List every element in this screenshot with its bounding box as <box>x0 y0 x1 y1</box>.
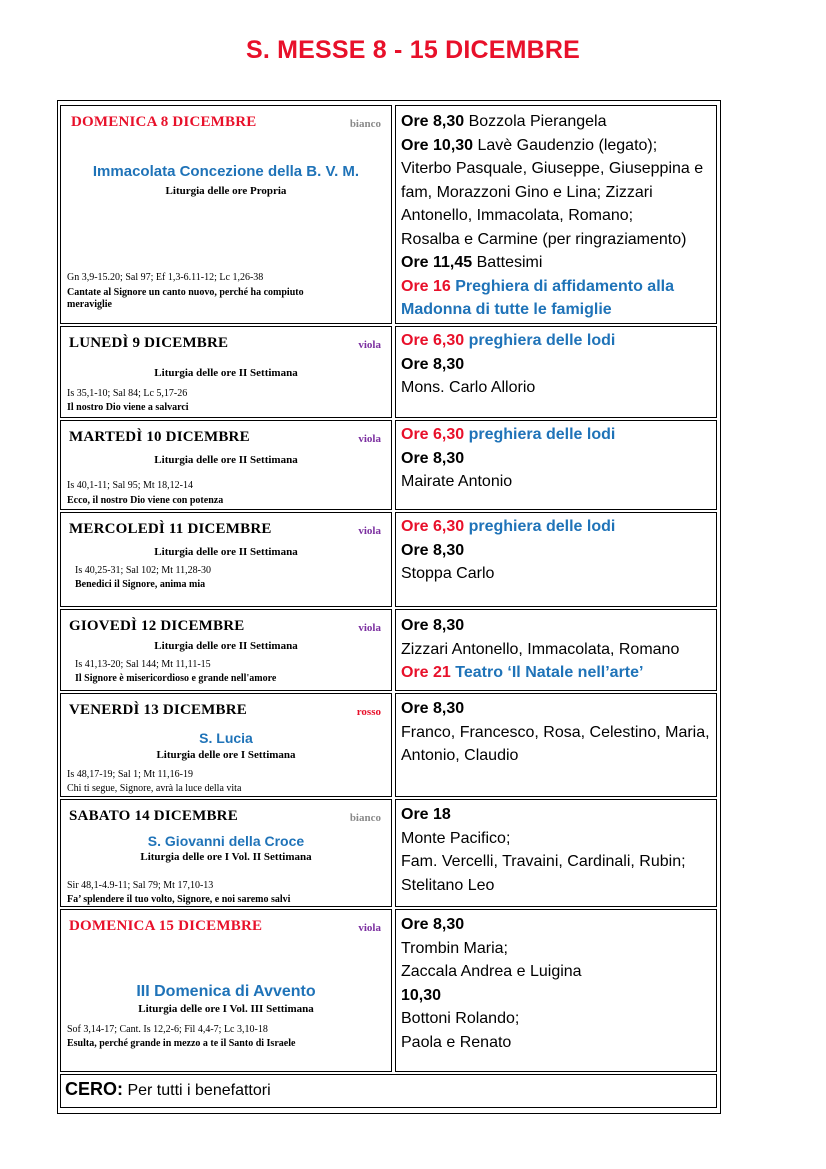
liturgy-note: Liturgia delle ore I Vol. II Settimana <box>140 851 312 863</box>
day-title: LUNEDÌ 9 DICEMBRE <box>69 335 229 351</box>
feast-name: S. Lucia <box>199 730 253 746</box>
day-title: MARTEDÌ 10 DICEMBRE <box>69 429 250 445</box>
mass-list <box>401 803 686 897</box>
event-title: preghiera delle lodi <box>464 518 616 535</box>
mass-line <box>401 110 703 134</box>
antiphon: Chi ti segue, Signore, avrà la luce della vita <box>67 783 242 794</box>
mass-intention: Zaccala Andrea e Luigina <box>401 963 582 980</box>
mass-intention: Mairate Antonio <box>401 473 513 490</box>
day-cell-lunedi-9 <box>60 326 392 418</box>
feast-name: III Domenica di Avvento <box>136 983 316 1000</box>
liturgical-color: rosso <box>356 706 381 718</box>
event-title: Madonna di tutte le famiglie <box>401 301 612 318</box>
mass-time: Ore 8,30 <box>401 916 465 933</box>
readings: Is 48,17-19; Sal 1; Mt 11,16-19 <box>67 769 194 780</box>
cero-text: Per tutti i benefattori <box>123 1082 271 1099</box>
liturgy-note: Liturgia delle ore I Settimana <box>156 749 296 761</box>
day-cell-domenica-8 <box>60 105 392 324</box>
mass-time: Ore 21 <box>401 664 451 681</box>
mass-list <box>401 614 679 685</box>
antiphon: Il nostro Dio viene a salvarci <box>67 402 189 413</box>
mass-cell-giovedi-12 <box>395 609 717 691</box>
mass-intention: Rosalba e Carmine (per ringraziamento) <box>401 230 687 248</box>
mass-line <box>401 661 679 685</box>
mass-cell-mercoledi-11 <box>395 512 717 607</box>
liturgy-note: Liturgia delle ore II Settimana <box>154 640 298 652</box>
mass-intention: Mons. Carlo Allorio <box>401 379 536 396</box>
mass-intention: fam, Morazzoni Gino e Lina; Zizzari <box>401 183 653 201</box>
day-title: GIOVEDÌ 12 DICEMBRE <box>69 618 245 634</box>
mass-intention: Trombin Maria; <box>401 939 508 957</box>
mass-time: Ore 8,30 <box>401 113 465 130</box>
antiphon: Fa’ splendere il tuo volto, Signore, e noi saremo salvi <box>67 894 291 905</box>
liturgy-note: Liturgia delle ore Propria <box>165 185 287 197</box>
readings: Is 40,25-31; Sal 102; Mt 11,28-30 <box>75 565 212 576</box>
antiphon <box>67 287 304 311</box>
mass-line <box>401 515 615 539</box>
antiphon: Esulta, perché grande in mezzo a te il Santo di Israele <box>67 1038 296 1049</box>
mass-intention: Franco, Francesco, Rosa, Celestino, Maria, <box>401 723 710 741</box>
mass-line <box>401 275 703 299</box>
mass-line <box>401 251 703 275</box>
antiphon: Il Signore è misericordioso e grande nell'amore <box>75 673 277 684</box>
mass-time: Ore 16 <box>401 277 451 295</box>
readings: Gn 3,9-15.20; Sal 97; Ef 1,3-6.11-12; Lc 1,26-38 <box>67 272 264 283</box>
readings: Sir 48,1-4.9-11; Sal 79; Mt 17,10-13 <box>67 880 214 891</box>
liturgical-color: bianco <box>349 118 381 130</box>
day-title: VENERDÌ 13 DICEMBRE <box>69 702 247 718</box>
mass-time: Ore 8,30 <box>401 355 465 373</box>
mass-cell-venerdi-13 <box>395 693 717 797</box>
readings: Sof 3,14-17; Cant. Is 12,2-6; Fil 4,4-7; Lc 3,10-18 <box>67 1024 268 1035</box>
liturgical-color: viola <box>358 339 381 351</box>
day-cell-venerdi-13 <box>60 693 392 797</box>
liturgical-color: viola <box>358 922 381 934</box>
mass-list <box>401 697 710 768</box>
mass-list <box>401 110 703 322</box>
day-cell-domenica-15 <box>60 909 392 1072</box>
mass-line <box>401 134 703 158</box>
mass-time: Ore 8,30 <box>401 700 465 717</box>
liturgy-note: Liturgia delle ore II Settimana <box>154 367 298 379</box>
mass-time: Ore 8,30 <box>401 617 465 634</box>
antiphon-line: meraviglie <box>67 299 112 310</box>
liturgical-color: viola <box>358 622 381 634</box>
mass-intention: Viterbo Pasquale, Giuseppe, Giuseppina e <box>401 160 704 177</box>
liturgy-note: Liturgia delle ore II Settimana <box>154 546 298 558</box>
mass-list <box>401 423 615 494</box>
day-cell-mercoledi-11 <box>60 512 392 607</box>
mass-cell-lunedi-9 <box>395 326 717 418</box>
readings: Is 35,1-10; Sal 84; Lc 5,17-26 <box>67 388 188 399</box>
liturgical-color: viola <box>358 433 381 445</box>
mass-intention: Battesimi <box>472 254 543 271</box>
mass-cell-martedi-10 <box>395 420 717 510</box>
cero-label: CERO: <box>65 1079 123 1099</box>
mass-line <box>401 329 615 353</box>
mass-intention: Antonello, Immacolata, Romano; <box>401 207 634 224</box>
readings: Is 41,13-20; Sal 144; Mt 11,11-15 <box>75 659 211 670</box>
mass-time: Ore 6,30 <box>401 518 465 535</box>
mass-time: Ore 8,30 <box>401 449 465 467</box>
mass-cell-domenica-15 <box>395 909 717 1072</box>
day-title: MERCOLEDÌ 11 DICEMBRE <box>69 521 272 537</box>
mass-time: Ore 11,45 <box>401 254 473 271</box>
liturgy-note: Liturgia delle ore I Vol. III Settimana <box>138 1003 314 1015</box>
mass-cell-sabato-14 <box>395 799 717 907</box>
liturgy-note: Liturgia delle ore II Settimana <box>154 454 298 466</box>
mass-cell-domenica-8 <box>395 105 717 324</box>
mass-intention: Lavè Gaudenzio (legato); <box>473 136 658 154</box>
day-title: DOMENICA 8 DICEMBRE <box>71 114 257 130</box>
mass-time: Ore 8,30 <box>401 541 465 559</box>
mass-intention: Antonio, Claudio <box>401 747 519 764</box>
day-title: SABATO 14 DICEMBRE <box>69 808 238 824</box>
page-title: S. MESSE 8 - 15 DICEMBRE <box>245 36 581 64</box>
mass-time: Ore 6,30 <box>401 332 465 349</box>
antiphon-line: Cantate al Signore un canto nuovo, perché ha compiuto <box>67 287 304 298</box>
day-cell-martedi-10 <box>60 420 392 510</box>
mass-time: 10,30 <box>401 986 442 1004</box>
liturgical-color: bianco <box>349 812 381 824</box>
antiphon: Ecco, il nostro Dio viene con potenza <box>67 495 224 506</box>
mass-intention: Paola e Renato <box>401 1033 512 1051</box>
mass-line <box>401 423 615 447</box>
mass-intention: Monte Pacifico; <box>401 829 511 847</box>
antiphon: Benedici il Signore, anima mia <box>75 579 206 590</box>
mass-intention: Bozzola Pierangela <box>464 113 607 130</box>
mass-list <box>401 515 615 586</box>
event-title: Teatro ‘Il Natale nell’arte’ <box>450 664 644 681</box>
mass-intention: Zizzari Antonello, Immacolata, Romano <box>401 640 680 658</box>
mass-intention: Stoppa Carlo <box>401 565 495 582</box>
feast-name: S. Giovanni della Croce <box>147 833 305 849</box>
mass-intention: Fam. Vercelli, Travaini, Cardinali, Rubin; <box>401 853 686 870</box>
readings: Is 40,1-11; Sal 95; Mt 18,12-14 <box>67 480 194 491</box>
event-title: Preghiera di affidamento alla <box>450 277 674 295</box>
feast-name: Immacolata Concezione della B. V. M. <box>92 163 360 180</box>
day-title: DOMENICA 15 DICEMBRE <box>69 918 263 934</box>
liturgical-color: viola <box>358 525 381 537</box>
cero-row <box>60 1074 717 1108</box>
event-title: preghiera delle lodi <box>464 332 616 349</box>
mass-list <box>401 329 615 400</box>
day-cell-giovedi-12 <box>60 609 392 691</box>
mass-list <box>401 913 582 1054</box>
mass-intention: Bottoni Rolando; <box>401 1010 520 1027</box>
mass-time: Ore 18 <box>401 806 451 823</box>
mass-time: Ore 6,30 <box>401 426 465 443</box>
mass-intention: Stelitano Leo <box>401 876 495 894</box>
event-title: preghiera delle lodi <box>464 426 616 443</box>
mass-time: Ore 10,30 <box>401 136 474 154</box>
day-cell-sabato-14 <box>60 799 392 907</box>
